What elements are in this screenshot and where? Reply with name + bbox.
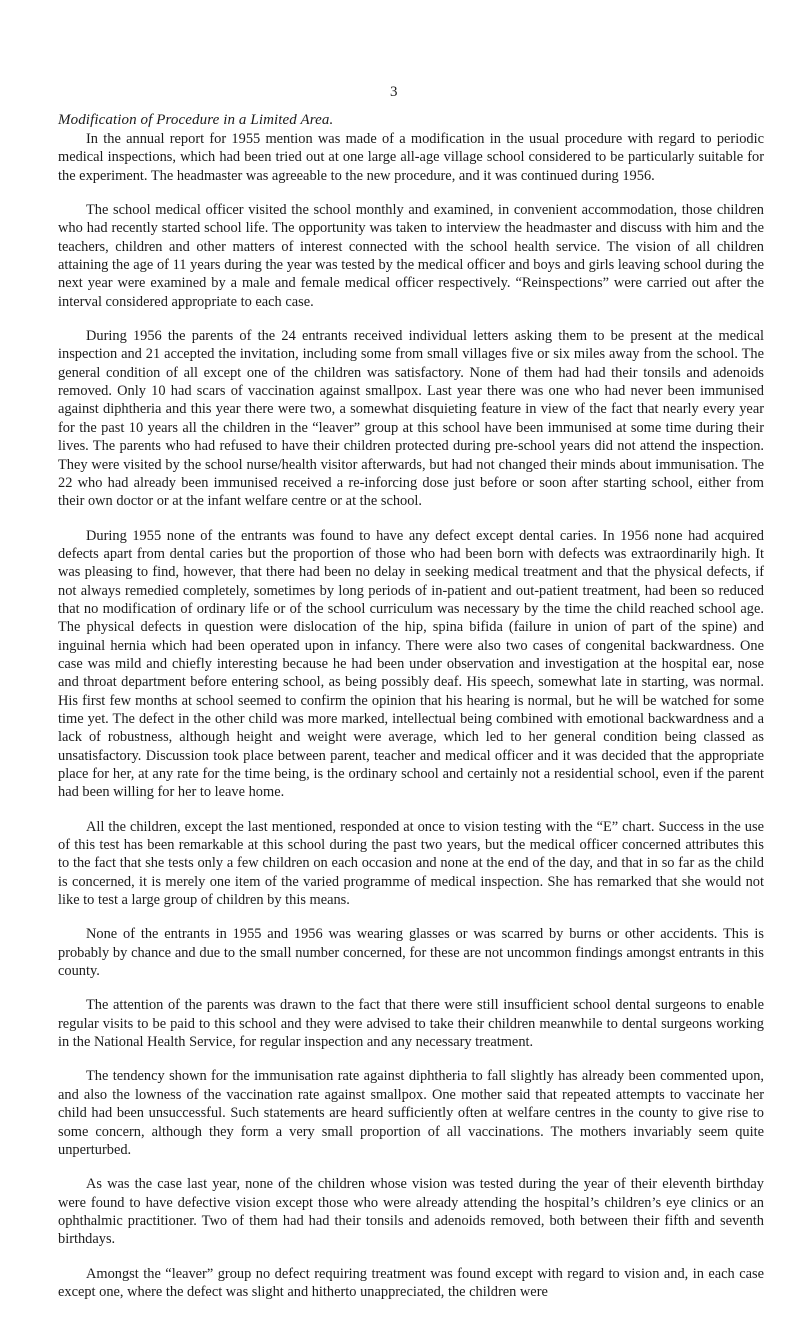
paragraph-9: As was the case last year, none of the children whose vision was tested during the year of their eleventh birthday were found to have defective vision except those who were already attending the hospital’s children’s eye clinics or an ophthalmic practitioner. Two of them had had their tonsils and adenoids removed, both between their fifth and seventh birthdays. — [58, 1176, 764, 1248]
paragraph-1: In the annual report for 1955 mention was made of a modification in the usual procedure with regard to periodic medical inspections, which had been tried out at one large all-age village school considered to be particularly suitable for the experiment. The headmaster was agreeable to the new procedure, and it was continued during 1956. — [58, 131, 764, 184]
section-heading: Modification of Procedure in a Limited Area. — [58, 112, 334, 128]
paragraph-4: During 1955 none of the entrants was found to have any defect except dental caries. In 1956 none had acquired defects apart from dental caries but the proportion of those who had been born with defects was extraordinarily high. It was pleasing to find, however, that there had been no delay in seeking medical treatment and that the physical defects, if not always remedied completely, sometimes by long periods of in-patient and out-patient treatment, had been so reduced that no modification of ordinary life or of the school curriculum was necessary by the time the child reached school age. The physical defects in question were dislocation of the hip, spina bifida (failure in union of part of the spine) and inguinal hernia which had been operated upon in infancy. There were also two cases of congenital backwardness. One case was mild and chiefly interesting because he had been under observation and investigation at the hospital ear, nose and throat department before entering school, as being possibly deaf. His speech, somewhat late in starting, was normal. His first few months at school seemed to confirm the opinion that his hearing is normal, but he will be watched for some time yet. The defect in the other child was more marked, intellectual being combined with emotional backwardness and a lack of robustness, although height and weight were average, which led to her general condition being classed as unsatisfactory. Discussion took place between parent, teacher and medical officer and it was decided that the appropriate place for her, at any rate for the time being, is the ordinary school and certainly not a residential school, even if the parent had been willing for her to leave home. — [58, 527, 764, 801]
paragraph-10: Amongst the “leaver” group no defect requiring treatment was found except with regard to vision and, in each case except one, where the defect was slight and hitherto unappreciated, the children were — [58, 1265, 764, 1300]
paragraph-7: The attention of the parents was drawn to the fact that there were still insufficient school dental surgeons to enable regular visits to be paid to this school and they were advised to take their children meanwhile to dental surgeons working in the National Health Service, for regular inspection and any necessary treatment. — [58, 997, 764, 1051]
paragraph-3: During 1956 the parents of the 24 entrants received individual letters asking them to be present at the medical inspection and 21 accepted the invitation, including some from small villages five or six miles away from the school. The general condition of all except one of the children was satisfactory. None of them had had their tonsils and adenoids removed. Only 10 had scars of vaccination against smallpox. Last year there was one who had never been immunised against diphtheria and this year there were two, a somewhat disquieting feature in view of the fact that nearly every year for the past 10 years all the children in the “leaver” group at this school have been immunised at some time during their lives. The parents who had refused to have their children protected during pre-school years did not attend the inspection. They were visited by the school nurse/health visitor afterwards, but had not changed their minds about immunisation. The 22 who had already been immunised received a re-inforcing dose just before or soon after starting school, either from their own doctor or at the infant welfare centre or at the school. — [58, 328, 764, 510]
paragraph-5: All the children, except the last mentioned, responded at once to vision testing with the “E” chart. Success in the use of this test has been remarkable at this school during the past two years, but the medical officer concerned attributes this to the fact that she tests only a few children on each occasion and none at the end of the day, and that in so far as the child is concerned, it is merely one item of the varied programme of medical inspection. She has remarked that she would not like to test a large group of children by this means. — [58, 818, 764, 909]
page-number: 3 — [390, 84, 398, 100]
paragraph-2: The school medical officer visited the school monthly and examined, in convenient accommodation, those children who had recently started school life. The opportunity was taken to interview the headmaster and discuss with him and the teachers, children and other matters of interest connected with the school health service. The vision of all children attaining the age of 11 years during the year was tested by the medical officer and boys and girls leaving school during the next year were examined by a male and female medical officer respectively. “Reinspections” were carried out after the interval considered appropriate to each case. — [58, 202, 764, 310]
body-text — [58, 130, 764, 1317]
paragraph-6: None of the entrants in 1955 and 1956 was wearing glasses or was scarred by burns or other accidents. This is probably by chance and due to the small number concerned, for these are not uncommon findings amongst entrants in this county. — [58, 926, 764, 980]
paragraph-8: The tendency shown for the immunisation rate against diphtheria to fall slightly has already been commented upon, and also the lowness of the vaccination rate against smallpox. One mother said that repeated attempts to vaccinate her child had been unsuccessful. Such statements are heard sufficiently often at welfare centres in the county to give rise to some concern, although they form a very small proportion of all vaccinations. The mothers invariably seem quite unperturbed. — [58, 1068, 764, 1158]
